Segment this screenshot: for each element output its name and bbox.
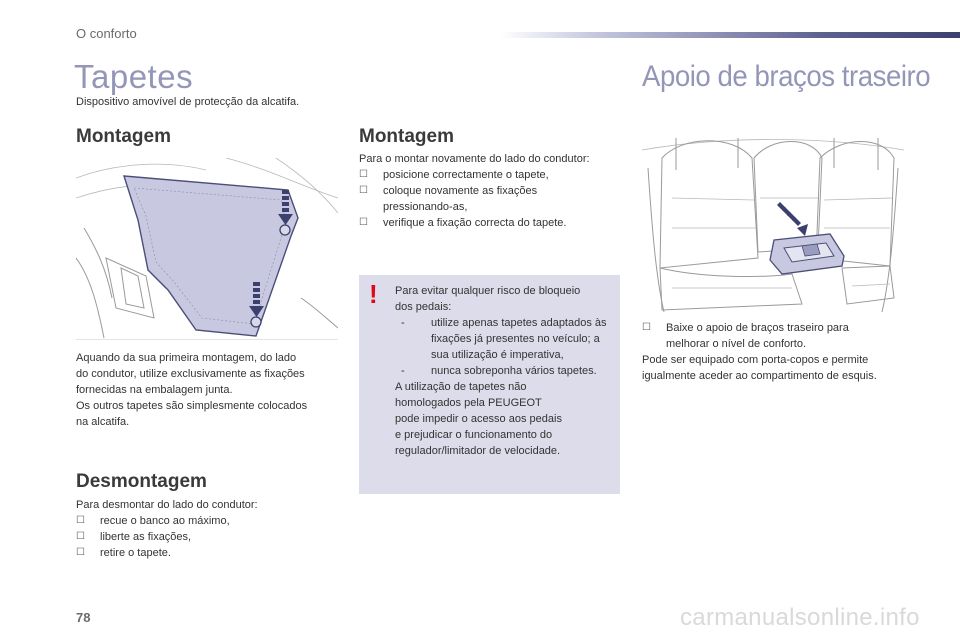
mount-text-line: fornecidas na embalagem junta. [76,384,233,396]
page-number: 78 [76,610,91,625]
warning-dash-line: utilize apenas tapetes adaptados às [431,317,607,329]
list-item [395,363,613,379]
checkbox-bullet-icon: ☐ [76,531,85,542]
list-item-continuation [359,199,624,215]
armrest-note-line: igualmente aceder ao compartimento de esquis. [642,370,877,382]
warning-line: Para evitar qualquer risco de bloqueio [395,285,581,297]
mount-text-line: Aquando da sua primeira montagem, do lado [76,352,297,364]
warning-dash-line: fixações já presentes no veículo; a [431,333,600,345]
dismount-step: retire o tapete. [100,547,171,559]
remount-step: verifique a fixação correcta do tapete. [383,217,567,229]
list-item [642,320,917,352]
list-item [359,167,624,183]
warning-dash-line: nunca sobreponha vários tapetes. [431,365,597,377]
dismount-step: liberte as fixações, [100,531,192,543]
list-item [76,545,346,561]
warning-text [395,283,613,459]
dismount-intro: Para desmontar do lado do condutor: [76,499,258,511]
armrest-shape [770,234,844,274]
dash-bullet: - [401,365,405,377]
mount-text-line: do condutor, utilize exclusivamente as fixações [76,368,305,380]
page-subtitle: Dispositivo amovível de protecção da alcatifa. [76,96,300,108]
warning-line: A utilização de tapetes não [395,381,527,393]
dash-bullet: - [401,317,405,329]
list-item [76,529,346,545]
list-item [395,315,613,363]
remount-instructions [359,151,624,231]
warning-box [359,275,620,494]
remount-heading: Montagem [359,126,454,147]
list-item [76,513,346,529]
remount-step: coloque novamente as fixações [383,185,538,197]
warning-line: dos pedais: [395,301,452,313]
mount-description [76,350,346,430]
page-title: Tapetes [74,58,194,95]
remount-step: posicione correctamente o tapete, [383,169,549,181]
warning-line: pode impedir o acesso aos pedais [395,413,562,425]
checkbox-bullet-icon: ☐ [359,217,368,228]
warning-line: e prejudicar o funcionamento do [395,429,553,441]
armrest-instructions [642,320,917,384]
exclamation-icon: ! [369,279,378,309]
checkbox-bullet-icon: ☐ [359,169,368,180]
mount-text-line: Os outros tapetes são simplesmente colocados [76,400,308,412]
floor-mat-shape [124,176,298,336]
list-item [359,215,624,231]
chapter-title: O conforto [76,26,137,41]
checkbox-bullet-icon: ☐ [76,547,85,558]
warning-dash-line: sua utilização é imperativa, [431,349,564,361]
checkbox-bullet-icon: ☐ [76,515,85,526]
mount-text-line: na alcatifa. [76,416,130,428]
remount-intro: Para o montar novamente do lado do condutor: [359,153,590,165]
warning-line: homologados pela PEUGEOT [395,397,542,409]
checkbox-bullet-icon: ☐ [642,322,651,333]
dismount-step: recue o banco ao máximo, [100,515,230,527]
floor-mat-illustration [76,158,338,340]
armrest-step-line: melhorar o nível de conforto. [666,338,807,350]
rear-seat-illustration [642,128,904,312]
armrest-note-line: Pode ser equipado com porta-copos e permite [642,354,869,366]
list-item [359,183,624,199]
watermark: carmanualsonline.info [680,604,920,631]
warning-line: regulador/limitador de velocidade. [395,445,561,457]
header-bar [500,32,960,38]
remount-step-cont: pressionando-as, [383,201,468,213]
armrest-step-line: Baixe o apoio de braços traseiro para [666,322,849,334]
dismount-heading: Desmontagem [76,471,207,492]
mount-heading: Montagem [76,126,171,147]
checkbox-bullet-icon: ☐ [359,185,368,196]
dismount-instructions [76,497,346,561]
armrest-title: Apoio de braços traseiro [642,60,931,93]
